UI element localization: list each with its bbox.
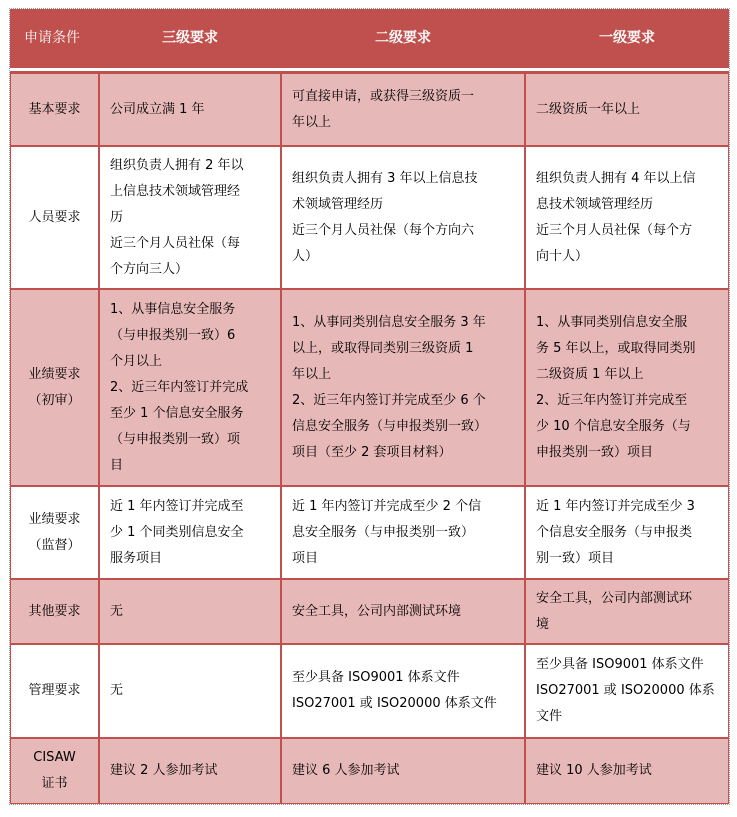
cell-level2: 可直接申请，或获得三级资质一 年以上 — [281, 73, 525, 146]
row-label: 业绩要求 （监督） — [10, 486, 99, 579]
row-label: 业绩要求 （初审） — [10, 289, 99, 486]
header-level3: 三级要求 — [99, 9, 281, 66]
table-row — [10, 73, 729, 146]
cell-level3: 无 — [99, 579, 281, 644]
cell-level2: 安全工具，公司内部测试环境 — [281, 579, 525, 644]
table-row — [10, 146, 729, 289]
cell-level3: 无 — [99, 644, 281, 738]
cell-level1: 安全工具，公司内部测试环 境 — [525, 579, 729, 644]
cell-level2: 近 1 年内签订并完成至少 2 个信 息安全服务（与申报类别一致） 项目 — [281, 486, 525, 579]
cell-level3: 近 1 年内签订并完成至 少 1 个同类别信息安全 服务项目 — [99, 486, 281, 579]
requirements-table — [9, 8, 730, 805]
cell-level2: 1、从事同类别信息安全服务 3 年 以上，或取得同类别三级资质 1 年以上 2、近三年内签订并完成至少 6 个 信息安全服务（与申报类别一致） 项目（至少 2 套项目材料） — [281, 289, 525, 486]
cell-level1: 组织负责人拥有 4 年以上信 息技术领域管理经历 近三个月人员社保（每个方 向十人） — [525, 146, 729, 289]
cell-level3: 建议 2 人参加考试 — [99, 738, 281, 804]
cell-level2: 至少具备 ISO9001 体系文件 ISO27001 或 ISO20000 体系文件 — [281, 644, 525, 738]
cell-level2: 建议 6 人参加考试 — [281, 738, 525, 804]
table-row — [10, 644, 729, 738]
header-level1: 一级要求 — [525, 9, 729, 66]
cell-level3: 公司成立满 1 年 — [99, 73, 281, 146]
row-label: 人员要求 — [10, 146, 99, 289]
header-level2: 二级要求 — [281, 9, 525, 66]
row-label: 其他要求 — [10, 579, 99, 644]
table-row — [10, 289, 729, 486]
row-label: 管理要求 — [10, 644, 99, 738]
cell-level1: 1、从事同类别信息安全服 务 5 年以上，或取得同类别 二级资质 1 年以上 2、近三年内签订并完成至 少 10 个信息安全服务（与 申报类别一致）项目 — [525, 289, 729, 486]
cell-level3: 组织负责人拥有 2 年以 上信息技术领域管理经 历 近三个月人员社保（每 个方向三人） — [99, 146, 281, 289]
table-row — [10, 486, 729, 579]
cell-level2: 组织负责人拥有 3 年以上信息技 术领域管理经历 近三个月人员社保（每个方向六 人） — [281, 146, 525, 289]
separator — [10, 66, 729, 73]
row-label: 基本要求 — [10, 73, 99, 146]
cell-level1: 至少具备 ISO9001 体系文件 ISO27001 或 ISO20000 体系 文件 — [525, 644, 729, 738]
cell-level1: 建议 10 人参加考试 — [525, 738, 729, 804]
table-row — [10, 579, 729, 644]
header-row — [10, 9, 729, 66]
cell-level3: 1、从事信息安全服务 （与申报类别一致）6 个月以上 2、近三年内签订并完成 至少 1 个信息安全服务 （与申报类别一致）项 目 — [99, 289, 281, 486]
row-label: CISAW 证书 — [10, 738, 99, 804]
cell-level1: 二级资质一年以上 — [525, 73, 729, 146]
header-condition: 申请条件 — [10, 9, 99, 66]
cell-level1: 近 1 年内签订并完成至少 3 个信息安全服务（与申报类 别一致）项目 — [525, 486, 729, 579]
table-row — [10, 738, 729, 804]
